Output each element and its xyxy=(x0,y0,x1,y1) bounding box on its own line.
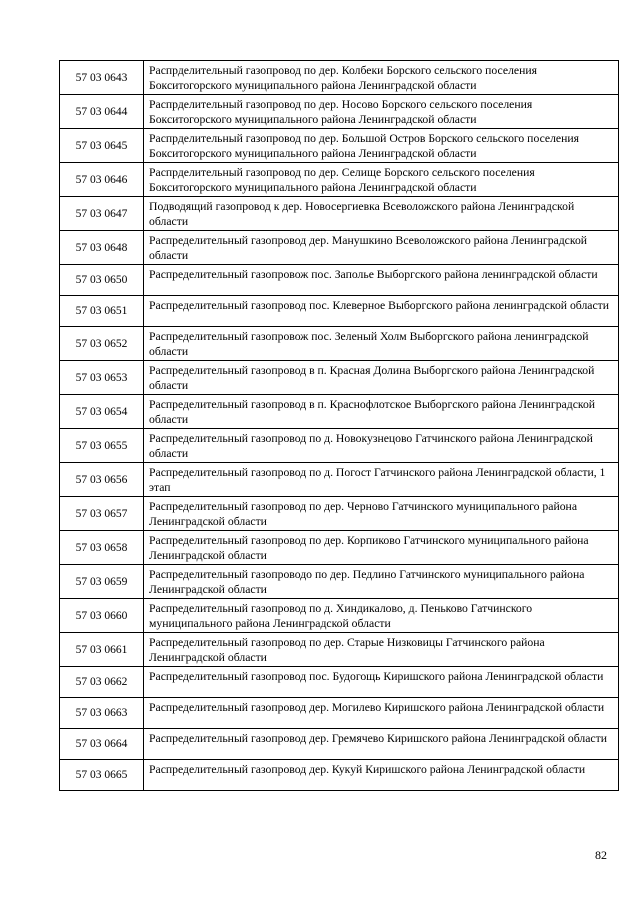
object-code-cell: 57 03 0655 xyxy=(60,429,144,463)
object-description-cell: Распределительный газопровод дер. Могилево Киришского района Ленинградской области xyxy=(144,698,619,729)
object-description-cell: Распределительный газопровод пос. Будогощь Киришского района Ленинградской области xyxy=(144,667,619,698)
page-number: 82 xyxy=(595,848,607,862)
object-code-cell: 57 03 0663 xyxy=(60,698,144,729)
table-row xyxy=(60,231,619,265)
object-code-cell: 57 03 0648 xyxy=(60,231,144,265)
object-code-cell: 57 03 0646 xyxy=(60,163,144,197)
object-code-cell: 57 03 0659 xyxy=(60,565,144,599)
object-code-cell: 57 03 0664 xyxy=(60,729,144,760)
object-code-cell: 57 03 0662 xyxy=(60,667,144,698)
object-description-cell: Распределительный газопровод дер. Гремячево Киришского района Ленинградской области xyxy=(144,729,619,760)
object-description-cell: Распределительный газопровод в п. Краснофлотское Выборгского района Ленинградской области xyxy=(144,395,619,429)
object-description-cell: Распределительный газопровод дер. Кукуй Киришского района Ленинградской области xyxy=(144,760,619,791)
table-row xyxy=(60,599,619,633)
table-row xyxy=(60,760,619,791)
table-row xyxy=(60,129,619,163)
object-code-cell: 57 03 0643 xyxy=(60,61,144,95)
table-row xyxy=(60,633,619,667)
object-description-cell: Распределительный газопровож пос. Заполье Выборгского района ленинградской области xyxy=(144,265,619,296)
object-code-cell: 57 03 0665 xyxy=(60,760,144,791)
object-description-cell: Распрделительный газопровод по дер. Селище Борского сельского поселения Бокситогорского муниципального района Ленинградской области xyxy=(144,163,619,197)
table-row xyxy=(60,497,619,531)
table-row xyxy=(60,95,619,129)
object-code-cell: 57 03 0651 xyxy=(60,296,144,327)
object-code-cell: 57 03 0653 xyxy=(60,361,144,395)
table-row xyxy=(60,698,619,729)
table-body xyxy=(60,61,619,791)
object-description-cell: Распределительный газопровод по д. Погост Гатчинского района Ленинградской области, 1 этап xyxy=(144,463,619,497)
object-code-cell: 57 03 0656 xyxy=(60,463,144,497)
object-code-cell: 57 03 0657 xyxy=(60,497,144,531)
object-code-cell: 57 03 0650 xyxy=(60,265,144,296)
object-description-cell: Распределительный газопровод пос. Клеверное Выборгского района ленинградской области xyxy=(144,296,619,327)
object-code-cell: 57 03 0654 xyxy=(60,395,144,429)
object-description-cell: Распределительный газопровод по д. Новокузнецово Гатчинского района Ленинградской области xyxy=(144,429,619,463)
object-code-cell: 57 03 0647 xyxy=(60,197,144,231)
table-row xyxy=(60,395,619,429)
table-row xyxy=(60,327,619,361)
object-description-cell: Распределительный газопровод по дер. Корпиково Гатчинского муниципального района Ленинградской области xyxy=(144,531,619,565)
object-description-cell: Распределительный газопроводо по дер. Педлино Гатчинского муниципального района Ленинградской области xyxy=(144,565,619,599)
object-description-cell: Распределительный газопровод по дер. Черново Гатчинского муниципального района Ленинградской области xyxy=(144,497,619,531)
object-code-cell: 57 03 0645 xyxy=(60,129,144,163)
object-description-cell: Распределительный газопровож пос. Зеленый Холм Выборгского района ленинградской области xyxy=(144,327,619,361)
table-row xyxy=(60,667,619,698)
table-row xyxy=(60,361,619,395)
object-code-cell: 57 03 0661 xyxy=(60,633,144,667)
object-code-cell: 57 03 0652 xyxy=(60,327,144,361)
table-row xyxy=(60,197,619,231)
object-description-cell: Распрделительный газопровод по дер. Носово Борского сельского поселения Бокситогорского муниципального района Ленинградской области xyxy=(144,95,619,129)
table-row xyxy=(60,729,619,760)
object-code-cell: 57 03 0644 xyxy=(60,95,144,129)
object-description-cell: Распрделительный газопровод по дер. Большой Остров Борского сельского поселения Бокситогорского муниципального района Ленинградской области xyxy=(144,129,619,163)
table-row xyxy=(60,463,619,497)
table-row xyxy=(60,296,619,327)
gas-pipeline-table xyxy=(59,60,619,791)
object-description-cell: Подводящий газопровод к дер. Новосергиевка Всеволожского района Ленинградской области xyxy=(144,197,619,231)
table-row xyxy=(60,565,619,599)
object-description-cell: Распределительный газопровод дер. Манушкино Всеволожского района Ленинградской области xyxy=(144,231,619,265)
object-code-cell: 57 03 0658 xyxy=(60,531,144,565)
table-row xyxy=(60,429,619,463)
table-row xyxy=(60,61,619,95)
table-row xyxy=(60,265,619,296)
object-description-cell: Распределительный газопровод в п. Красная Долина Выборгского района Ленинградской области xyxy=(144,361,619,395)
object-description-cell: Распределительный газопровод по дер. Старые Низковицы Гатчинского района Ленинградской области xyxy=(144,633,619,667)
table-row xyxy=(60,163,619,197)
object-description-cell: Распрделительный газопровод по дер. Колбеки Борского сельского поселения Бокситогорского муниципального района Ленинградской области xyxy=(144,61,619,95)
table-row xyxy=(60,531,619,565)
object-code-cell: 57 03 0660 xyxy=(60,599,144,633)
object-description-cell: Распределительный газопровод по д. Хиндикалово, д. Пеньково Гатчинского муниципального района Ленинградской области xyxy=(144,599,619,633)
